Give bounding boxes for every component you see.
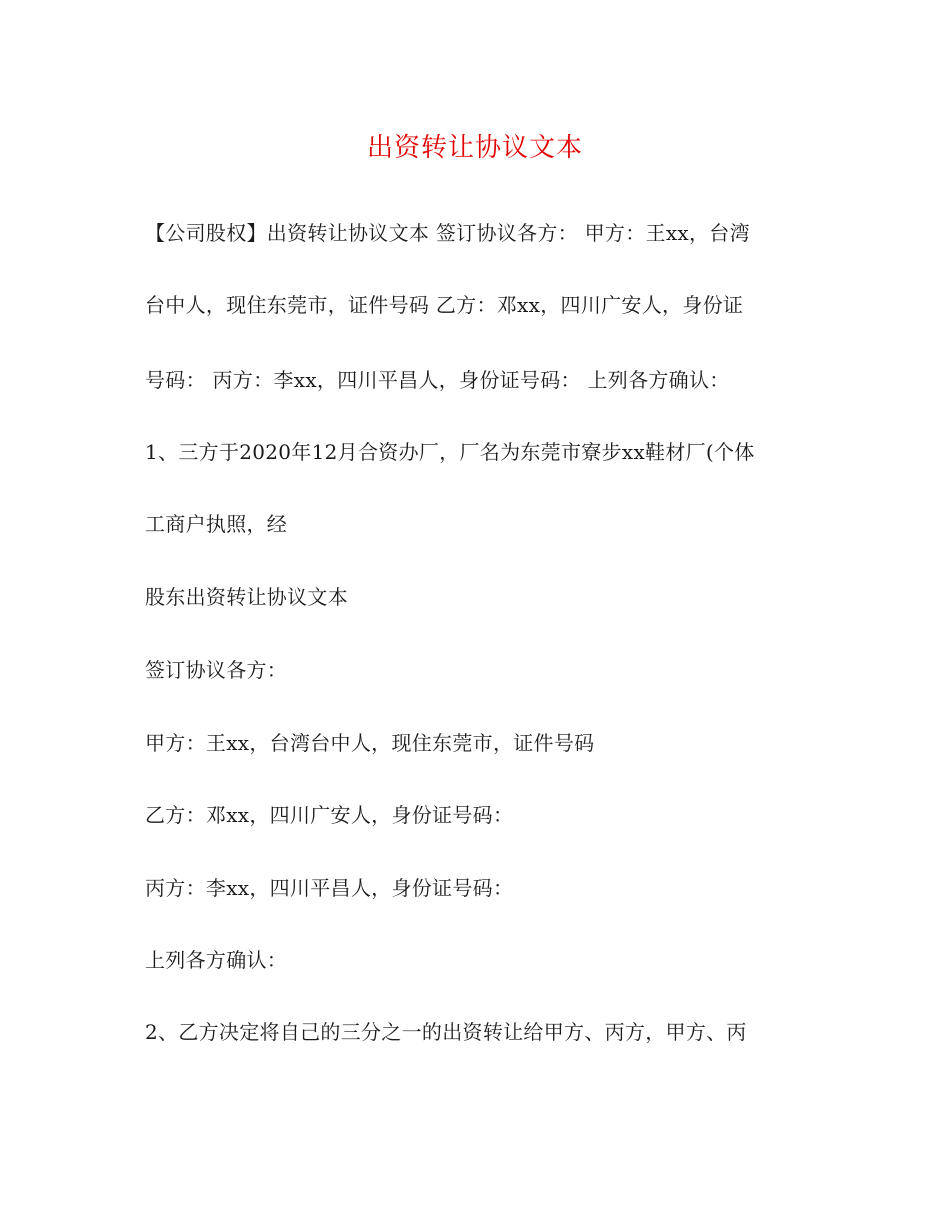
paragraph-line: 签订协议各方： xyxy=(145,658,288,682)
paragraph-line: 号码： 丙方：李xx，四川平昌人，身份证号码： 上列各方确认： xyxy=(145,368,730,392)
paragraph-line: 1、三方于2020年12月合资办厂，厂名为东莞市寮步xx鞋材厂(个体 xyxy=(145,440,755,464)
paragraph-line: 台中人，现住东莞市，证件号码 乙方：邓xx，四川广安人，身份证 xyxy=(145,293,744,317)
paragraph-line: 甲方：王xx，台湾台中人，现住东莞市，证件号码 xyxy=(145,731,595,755)
paragraph-line: 【公司股权】出资转让协议文本 签订协议各方： 甲方：王xx，台湾 xyxy=(145,221,750,245)
paragraph-line: 股东出资转让协议文本 xyxy=(145,585,348,609)
paragraph-line: 乙方：邓xx，四川广安人，身份证号码： xyxy=(145,803,514,827)
paragraph-line: 上列各方确认： xyxy=(145,948,288,972)
document-title: 出资转让协议文本 xyxy=(366,133,583,163)
paragraph-line: 工商户执照，经 xyxy=(145,512,288,536)
paragraph-line: 2、乙方决定将自己的三分之一的出资转让给甲方、丙方，甲方、丙 xyxy=(145,1020,747,1044)
paragraph-line: 丙方：李xx，四川平昌人，身份证号码： xyxy=(145,876,514,900)
